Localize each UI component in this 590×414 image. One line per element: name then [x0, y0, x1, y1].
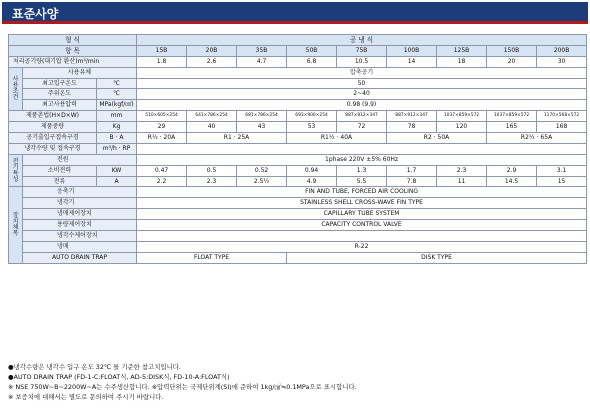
capacity-value: 6.8: [287, 56, 337, 67]
cooling-water-control-label: 냉각수제어장치: [23, 231, 137, 242]
cooling-water-value: [137, 143, 587, 154]
refrigerant-label: 냉매: [23, 241, 137, 252]
capacity-value: 18: [437, 56, 487, 67]
title-bar: [2, 2, 588, 24]
power-supply-label: 전원: [23, 154, 137, 165]
weight-value: 53: [287, 122, 337, 133]
current-value: 2.5½: [237, 176, 287, 187]
inlet-temp-value: 50: [137, 78, 587, 89]
pipe-row: [9, 133, 587, 144]
current-value: 11: [437, 176, 487, 187]
dimensions-value: 887×912×347: [337, 111, 387, 122]
capacity-label: 처리공기량(대기압 환산)m³/min: [9, 56, 137, 67]
pipe-label: 공기출입구접속구경: [9, 133, 97, 144]
power-supply-row: [9, 154, 587, 165]
cooling-water-row: [9, 143, 587, 154]
cooling-water-unit: m³/h · RP: [97, 143, 137, 154]
current-value: 14.5: [487, 176, 537, 187]
weight-value: 168: [537, 122, 587, 133]
capacity-row: [9, 56, 587, 67]
ambient-temp-row: [9, 89, 587, 100]
consumption-value: 3.1: [537, 165, 587, 176]
model-header: 100B: [387, 45, 437, 56]
drain-trap-row: [9, 252, 587, 263]
pipe-value: R2 · 50A: [387, 133, 487, 144]
cooler-label: 냉각기: [23, 198, 137, 209]
capacity-value: 10.5: [337, 56, 387, 67]
header-row-models: [9, 45, 587, 56]
current-value: 7.8: [387, 176, 437, 187]
drain-trap-label: AUTO DRAIN TRAP: [23, 252, 137, 263]
max-pressure-unit: MPa(kgf/㎠): [97, 100, 137, 111]
dimensions-value: 681×786×254: [237, 111, 287, 122]
dimensions-label: 제품촌법(H×D×W): [9, 111, 97, 122]
consumption-value: 0.52: [237, 165, 287, 176]
refrigerant-control-label: 냉매제어장치: [23, 209, 137, 220]
dimensions-value: 1037×859×572: [437, 111, 487, 122]
model-header: 20B: [187, 45, 237, 56]
refrigerant-row: [9, 241, 587, 252]
dimensions-value: 693×900×254: [287, 111, 337, 122]
consumption-value: 2.3: [437, 165, 487, 176]
capacity-control-value: CAPACITY CONTROL VALVE: [137, 220, 587, 231]
consumption-value: 0.5: [187, 165, 237, 176]
weight-unit: Kg: [97, 122, 137, 133]
current-row: [9, 176, 587, 187]
cooling-water-control-value: [137, 231, 587, 242]
current-value: 5.5: [337, 176, 387, 187]
consumption-value: 2.9: [487, 165, 537, 176]
current-value: 2.2: [137, 176, 187, 187]
weight-row: [9, 122, 587, 133]
model-header: 15B: [137, 45, 187, 56]
fluid-row: [9, 67, 587, 78]
weight-value: 120: [437, 122, 487, 133]
consumption-value: 0.47: [137, 165, 187, 176]
model-header: 125B: [437, 45, 487, 56]
model-header: 75B: [337, 45, 387, 56]
dimensions-value: 1170×568×572: [537, 111, 587, 122]
ambient-temp-unit: ℃: [97, 89, 137, 100]
consumption-label: 소비전력: [23, 165, 97, 176]
weight-label: 제품중량: [9, 122, 97, 133]
max-pressure-value: 0.98 (9.9): [137, 100, 587, 111]
conditions-group-label: 사용조건: [9, 67, 23, 111]
inlet-temp-row: [9, 78, 587, 89]
current-value: 15: [537, 176, 587, 187]
footnotes: [8, 362, 586, 402]
condenser-row: [9, 187, 587, 198]
dimensions-value: 887×912×347: [387, 111, 437, 122]
max-pressure-row: [9, 100, 587, 111]
footnote: ●냉각수량은 냉각수 입구 온도 32℃ 를 기준한 참고치입니다.: [8, 363, 181, 371]
weight-value: 78: [387, 122, 437, 133]
current-value: 4.9: [287, 176, 337, 187]
dimensions-value: 1037×859×572: [487, 111, 537, 122]
capacity-control-row: [9, 220, 587, 231]
pipe-value: R½ · 20A: [137, 133, 187, 144]
footnote: ●AUTO DRAIN TRAP (FD-1-C:FLOAT식, AD-5:DISK식, FD-10-A:FLOAT식): [8, 373, 230, 381]
refrigerant-value: R-22: [137, 241, 587, 252]
model-header: 150B: [487, 45, 537, 56]
consumption-value: 1.3: [337, 165, 387, 176]
air-cooled-header: 공 냉 식: [137, 35, 587, 46]
pipe-value: R1½ · 40A: [287, 133, 387, 144]
max-pressure-label: 최고사용압력: [23, 100, 97, 111]
drain-trap-float-value: FLOAT TYPE: [137, 252, 287, 263]
consumption-value: 1.7: [387, 165, 437, 176]
weight-value: 43: [237, 122, 287, 133]
model-header: 200B: [537, 45, 587, 56]
power-supply-value: 1phase 220V ±5% 60Hz: [137, 154, 587, 165]
weight-value: 72: [337, 122, 387, 133]
dimensions-row: [9, 111, 587, 122]
inlet-temp-unit: ℃: [97, 78, 137, 89]
dimensions-value: 510×605×254: [137, 111, 187, 122]
ambient-temp-label: 주위온도: [23, 89, 97, 100]
header-row-type: [9, 35, 587, 46]
inlet-temp-label: 최고입구온도: [23, 78, 97, 89]
dimensions-unit: mm: [97, 111, 137, 122]
item-header: 항 목: [9, 45, 137, 56]
cooler-value: STAINLESS SHELL CROSS-WAVE FIN TYPE: [137, 198, 587, 209]
capacity-value: 4.7: [237, 56, 287, 67]
type-header: 형 식: [9, 35, 137, 46]
consumption-value: 0.94: [287, 165, 337, 176]
capacity-value: 14: [387, 56, 437, 67]
refrigerant-control-value: CAPILLARY TUBE SYSTEM: [137, 209, 587, 220]
condenser-value: FIN AND TUBE, FORCED AIR COOLING: [137, 187, 587, 198]
current-unit: A: [97, 176, 137, 187]
cooler-row: [9, 198, 587, 209]
consumption-row: [9, 165, 587, 176]
refrigerant-control-row: [9, 209, 587, 220]
footnote: ※ NSE 750W~B~2200W~A는 수주생산합니다. ※압력단위는 국제단위계(SI)에 준하여 1kg/㎠≒0.1MPa으로 표시합니다.: [8, 383, 357, 391]
footnote: ※ 보증치에 대해서는 별도로 문의하여 주시기 바랍니다.: [8, 393, 164, 401]
capacity-value: 30: [537, 56, 587, 67]
current-label: 전류: [23, 176, 97, 187]
spec-table: [8, 34, 587, 264]
weight-value: 165: [487, 122, 537, 133]
current-value: 2.3: [187, 176, 237, 187]
pipe-unit: B · A: [97, 133, 137, 144]
cooling-water-control-row: [9, 231, 587, 242]
dimensions-value: 641×786×254: [187, 111, 237, 122]
electrical-group-label: 전기특성: [9, 154, 23, 187]
components-group-label: 장치체목: [9, 187, 23, 263]
pipe-value: R2½ · 65A: [487, 133, 587, 144]
model-header: 50B: [287, 45, 337, 56]
cooling-water-label: 냉각수량 및 접속구경: [9, 143, 97, 154]
capacity-value: 20: [487, 56, 537, 67]
pipe-value: R1 · 25A: [187, 133, 287, 144]
capacity-value: 2.6: [187, 56, 237, 67]
fluid-value: 압축공기: [137, 67, 587, 78]
model-header: 35B: [237, 45, 287, 56]
weight-value: 29: [137, 122, 187, 133]
weight-value: 40: [187, 122, 237, 133]
drain-trap-disk-value: DISK TYPE: [287, 252, 587, 263]
capacity-value: 1.8: [137, 56, 187, 67]
page-title: 표준사양: [12, 7, 59, 21]
ambient-temp-value: 2~40: [137, 89, 587, 100]
capacity-control-label: 용량제어장치: [23, 220, 137, 231]
fluid-label: 사용유체: [23, 67, 137, 78]
condenser-label: 응축기: [23, 187, 137, 198]
consumption-unit: KW: [97, 165, 137, 176]
